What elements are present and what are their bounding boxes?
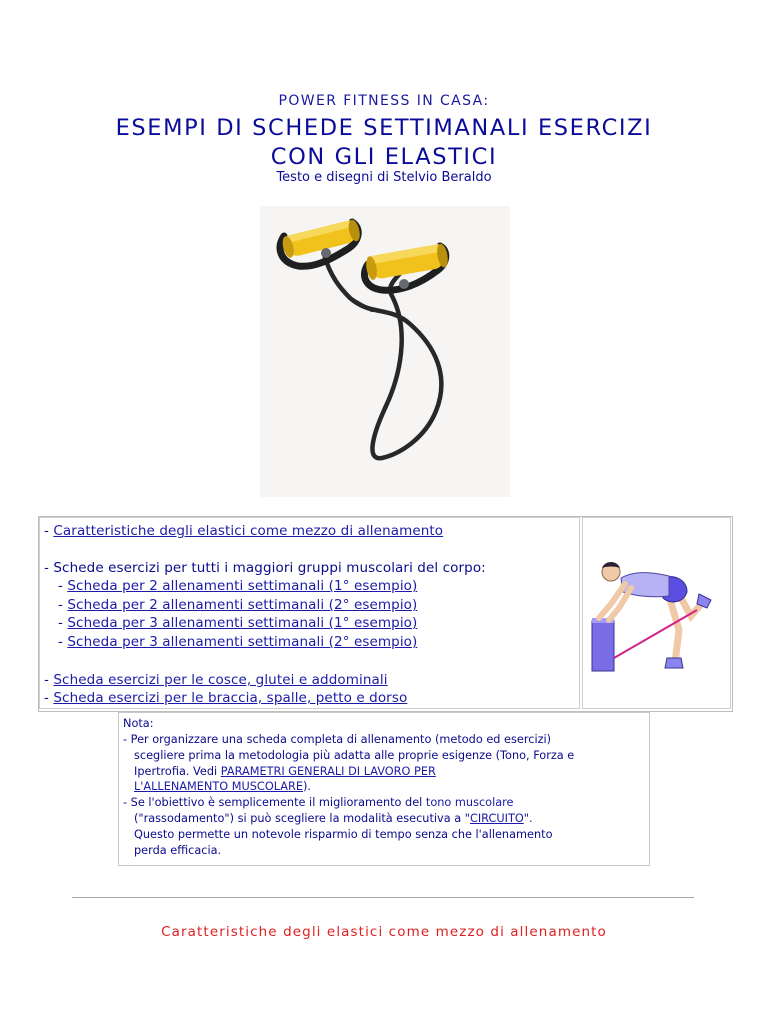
exercise-figure-illustration <box>583 518 730 708</box>
note-p2-line2 <box>134 811 533 827</box>
note-box <box>118 712 650 866</box>
link-allenamento-muscolare[interactable]: L'ALLENAMENTO MUSCOLARE <box>134 780 303 793</box>
page-title <box>0 114 768 172</box>
link-legs-abs[interactable]: Scheda esercizi per le cosce, glutei e addominali <box>53 672 388 688</box>
index-item-characteristics <box>44 523 443 539</box>
index-item-arms <box>44 690 407 706</box>
resistance-bands-illustration <box>260 206 510 497</box>
dash: - <box>58 578 63 594</box>
note-label: Nota: <box>123 717 154 730</box>
index-box <box>38 516 733 712</box>
link-scheda-2-1[interactable]: Scheda per 2 allenamenti settimanali (1° esempio) <box>67 578 418 594</box>
note-p2-line4: perda efficacia. <box>134 844 222 857</box>
note-p2-line2-suffix: ". <box>523 812 533 825</box>
link-characteristics[interactable]: Caratteristiche degli elastici come mezzo di allenamento <box>53 523 444 539</box>
index-item-scheda-2-2 <box>58 597 417 613</box>
note-p1-line4 <box>134 779 311 795</box>
link-scheda-3-2[interactable]: Scheda per 3 allenamenti settimanali (2° esempio) <box>67 634 418 650</box>
resistance-bands-photo <box>260 206 510 497</box>
index-item-schede-intro <box>44 560 486 576</box>
dash: - <box>44 672 49 688</box>
index-item-legs <box>44 672 388 688</box>
note-p2-line3: Questo permette un notevole risparmio di tempo senza che l'allenamento <box>134 828 553 841</box>
note-p1-line1: - Per organizzare una scheda completa di allenamento (metodo ed esercizi) <box>123 733 552 746</box>
exercise-drawing-panel <box>582 517 731 709</box>
link-circuito[interactable]: CIRCUITO <box>469 812 524 825</box>
author-subtitle: Testo e disegni di Stelvio Beraldo <box>276 170 492 185</box>
dash: - <box>44 690 49 706</box>
dash: - <box>58 634 63 650</box>
note-p1-line2: scegliere prima la metodologia più adatta alle proprie esigenze (Tono, Forza e <box>134 749 575 762</box>
link-scheda-3-1[interactable]: Scheda per 3 allenamenti settimanali (1° esempio) <box>67 615 418 631</box>
dash: - <box>44 523 49 539</box>
link-parametri-generali[interactable]: PARAMETRI GENERALI DI LAVORO PER <box>220 765 436 778</box>
title-line-2: CON GLI ELASTICI <box>270 144 498 170</box>
schede-intro-text: Schede esercizi per tutti i maggiori gruppi muscolari del corpo: <box>53 560 486 576</box>
dash: - <box>58 597 63 613</box>
dash: - <box>58 615 63 631</box>
title-line-1: ESEMPI DI SCHEDE SETTIMANALI ESERCIZI <box>115 115 653 141</box>
pre-title: POWER FITNESS IN CASA: <box>278 93 490 109</box>
index-item-scheda-2-1 <box>58 578 417 594</box>
dash: - <box>44 560 49 576</box>
note-p2-line2-prefix: ("rassodamento") si può scegliere la modalità esecutiva a " <box>134 812 470 825</box>
section-divider <box>72 897 694 898</box>
index-item-scheda-3-2 <box>58 634 417 650</box>
note-p1-suffix: ). <box>303 780 311 793</box>
link-arms-chest[interactable]: Scheda esercizi per le braccia, spalle, petto e dorso <box>53 690 408 706</box>
link-scheda-2-2[interactable]: Scheda per 2 allenamenti settimanali (2° esempio) <box>67 597 418 613</box>
note-p2-emph: tono muscolare <box>425 796 514 809</box>
note-p2-prefix: - Se l'obiettivo è semplicemente il miglioramento del <box>123 796 426 809</box>
section-heading-characteristics: Caratteristiche degli elastici come mezzo di allenamento <box>161 924 607 940</box>
index-item-scheda-3-1 <box>58 615 417 631</box>
note-p1-line3 <box>134 764 436 780</box>
note-p1-prefix: Ipertrofia. Vedi <box>134 765 221 778</box>
index-links-panel <box>39 517 580 709</box>
note-p2-line1 <box>123 795 514 811</box>
